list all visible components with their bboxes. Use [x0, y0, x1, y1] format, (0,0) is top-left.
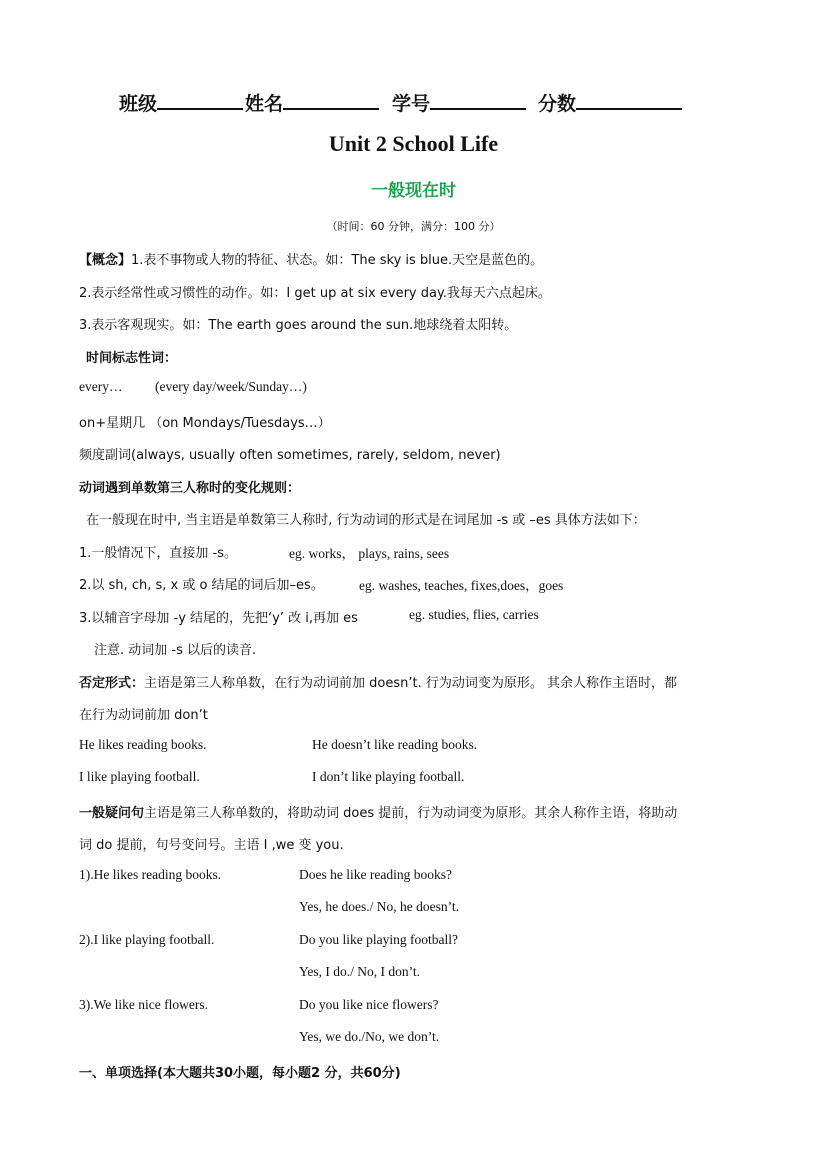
question-line-1	[79, 802, 677, 821]
class-blank[interactable]	[157, 88, 243, 110]
question-example-2-statement: 2).I like playing football.	[79, 932, 215, 947]
negative-example-1b: He doesn’t like reading books.	[312, 737, 478, 752]
negative-example-2b: I don’t like playing football.	[312, 769, 465, 784]
time-info: （时间：60 分钟，满分：100 分）	[326, 220, 501, 233]
concept-text-1: 1.表不事物或人物的特征、状态。如：The sky is blue.天空是蓝色的。	[131, 253, 544, 268]
rule-3-text: 3.以辅音字母加 -y 结尾的，先把‘y’ 改 i,再加 es	[79, 611, 358, 626]
negative-example-2a: I like playing football.	[79, 769, 200, 784]
page-title: Unit 2 School Life	[328, 131, 499, 156]
page-subtitle: 一般现在时	[371, 181, 456, 201]
name-label: 姓名	[245, 93, 284, 115]
every-val: (every day/week/Sunday…)	[155, 379, 307, 394]
concept-line-1	[79, 249, 543, 268]
name-blank[interactable]	[283, 88, 379, 110]
question-example-3-question: Do you like nice flowers?	[299, 997, 439, 1012]
third-person-heading: 动词遇到单数第三人称时的变化规则：	[79, 481, 301, 496]
question-example-3-statement: 3).We like nice flowers.	[79, 997, 208, 1012]
third-person-intro: 在一般现在时中, 当主语是单数第三人称时, 行为动词的形式是在词尾加 -s 或 –es 具体方法如下：	[86, 513, 646, 528]
question-example-1-statement: 1).He likes reading books.	[79, 867, 222, 882]
negative-tag: 否定形式：	[79, 676, 145, 691]
question-example-3-answer: Yes, we do./No, we don’t.	[299, 1029, 440, 1044]
question-line-2: 词 do 提前，句号变问号。主语 I ,we 变 you.	[79, 838, 344, 853]
negative-text-1: 主语是第三人称单数，在行为动词前加 doesn’t. 行为动词变为原形。 其余人称作主语时，都	[144, 676, 677, 691]
student-number-blank[interactable]	[430, 88, 526, 110]
question-text-1: 主语是第三人称单数的，将助动词 does 提前，行为动词变为原形。其余人称作主语，将助动	[144, 806, 678, 821]
negative-line-2: 在行为动词前加 don’t	[79, 708, 208, 723]
frequency-adverbs-line: 频度副词(always, usually often sometimes, rarely, seldom, never)	[79, 448, 501, 463]
class-field	[119, 88, 243, 116]
student-number-label: 学号	[392, 93, 431, 115]
question-example-1-question: Does he like reading books?	[299, 867, 452, 882]
negative-example-1a: He likes reading books.	[79, 737, 207, 752]
rule-3-example: eg. studies, flies, carries	[409, 607, 539, 622]
pronunciation-note: 注意. 动词加 -s 以后的读音.	[94, 643, 257, 658]
rule-1-text: 1.一般情况下，直接加 -s。	[79, 546, 237, 561]
rule-2-example: eg. washes, teaches, fixes,does，goes	[359, 578, 564, 593]
concept-line-2: 2.表示经常性或习惯性的动作。如：I get up at six every day.我每天六点起床。	[79, 286, 551, 301]
every-key: every…	[79, 379, 123, 394]
rule-2-text: 2.以 sh, ch, s, x 或 o 结尾的词后加–es。	[79, 578, 324, 593]
score-field	[538, 88, 682, 116]
section-1-heading: 一、单项选择(本大题共30小题，每小题2 分，共60分)	[79, 1066, 401, 1081]
question-tag: 一般疑问句	[79, 806, 145, 821]
concept-line-3: 3.表示客观现实。如：The earth goes around the sun.地球绕着太阳转。	[79, 318, 518, 333]
score-blank[interactable]	[576, 88, 682, 110]
question-example-1-answer: Yes, he does./ No, he doesn’t.	[299, 899, 459, 914]
concept-tag: 【概念】	[79, 253, 132, 268]
rule-1-example: eg. works， plays, rains, sees	[289, 546, 450, 561]
student-number-field	[392, 88, 526, 116]
question-example-2-answer: Yes, I do./ No, I don’t.	[299, 964, 421, 979]
name-field	[245, 88, 379, 116]
score-label: 分数	[538, 93, 577, 115]
on-weekday-line: on+星期几 （on Mondays/Tuesdays…）	[79, 416, 331, 431]
class-label: 班级	[119, 93, 158, 115]
question-example-2-question: Do you like playing football?	[299, 932, 458, 947]
negative-line-1	[79, 672, 677, 691]
time-words-heading: 时间标志性词：	[86, 351, 178, 366]
